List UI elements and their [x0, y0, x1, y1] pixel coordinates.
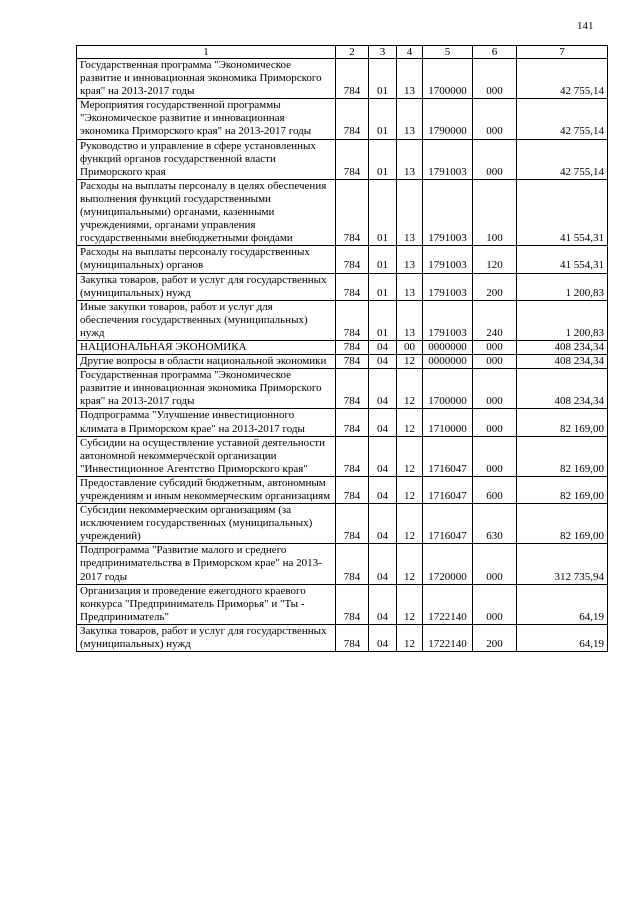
column-header: 6	[473, 46, 517, 59]
amount-cell: 1 200,83	[517, 273, 608, 300]
column-header: 5	[423, 46, 473, 59]
amount-cell: 42 755,14	[517, 59, 608, 99]
admin-code-cell: 784	[336, 369, 369, 409]
expense-type-code-cell: 000	[473, 409, 517, 436]
admin-code-cell: 784	[336, 99, 369, 139]
subsection-code-cell: 12	[397, 355, 423, 369]
expense-type-code-cell: 000	[473, 544, 517, 584]
target-item-code-cell: 0000000	[423, 340, 473, 354]
admin-code-cell: 784	[336, 179, 369, 245]
expense-type-code-cell: 000	[473, 436, 517, 476]
table-row	[77, 409, 608, 436]
row-name-cell: Предоставление субсидий бюджетным, автономным учреждениям и иным некоммерческим организациям	[77, 476, 336, 503]
section-code-cell: 04	[369, 369, 397, 409]
table-row	[77, 340, 608, 354]
subsection-code-cell: 13	[397, 99, 423, 139]
section-code-cell: 04	[369, 476, 397, 503]
section-code-cell: 01	[369, 139, 397, 179]
target-item-code-cell: 1791003	[423, 246, 473, 273]
section-code-cell: 04	[369, 355, 397, 369]
admin-code-cell: 784	[336, 300, 369, 340]
row-name-cell: Подпрограмма "Улучшение инвестиционного климата в Приморском крае" на 2013-2017 годы	[77, 409, 336, 436]
table-row	[77, 436, 608, 476]
admin-code-cell: 784	[336, 340, 369, 354]
target-item-code-cell: 1710000	[423, 409, 473, 436]
admin-code-cell: 784	[336, 139, 369, 179]
target-item-code-cell: 1791003	[423, 139, 473, 179]
expense-type-code-cell: 200	[473, 624, 517, 651]
amount-cell: 82 169,00	[517, 409, 608, 436]
column-header: 2	[336, 46, 369, 59]
target-item-code-cell: 1716047	[423, 476, 473, 503]
table-row	[77, 179, 608, 245]
subsection-code-cell: 13	[397, 179, 423, 245]
table-row	[77, 624, 608, 651]
row-name-cell: Иные закупки товаров, работ и услуг для обеспечения государственных (муниципальных) нужд	[77, 300, 336, 340]
amount-cell: 82 169,00	[517, 476, 608, 503]
amount-cell: 408 234,34	[517, 340, 608, 354]
table-row	[77, 504, 608, 544]
section-code-cell: 01	[369, 273, 397, 300]
table-row	[77, 139, 608, 179]
admin-code-cell: 784	[336, 273, 369, 300]
expense-type-code-cell: 120	[473, 246, 517, 273]
page-number: 141	[577, 20, 594, 32]
row-name-cell: Организация и проведение ежегодного краевого конкурса "Предприниматель Приморья" и "Ты - Предприниматель"	[77, 584, 336, 624]
table-row	[77, 369, 608, 409]
row-name-cell: Расходы на выплаты персоналу в целях обеспечения выполнения функций государственными (муниципальными) органами, казенными учреждениями, органами управления государственными внебюджетными фондами	[77, 179, 336, 245]
section-code-cell: 01	[369, 300, 397, 340]
expense-type-code-cell: 200	[473, 273, 517, 300]
section-code-cell: 04	[369, 340, 397, 354]
row-name-cell: Субсидии некоммерческим организациям (за исключением государственных (муниципальных) учреждений)	[77, 504, 336, 544]
table-row	[77, 544, 608, 584]
column-header: 3	[369, 46, 397, 59]
admin-code-cell: 784	[336, 246, 369, 273]
section-code-cell: 04	[369, 409, 397, 436]
subsection-code-cell: 13	[397, 300, 423, 340]
expense-type-code-cell: 100	[473, 179, 517, 245]
section-code-cell: 04	[369, 544, 397, 584]
budget-table-body	[77, 46, 608, 652]
amount-cell: 41 554,31	[517, 246, 608, 273]
table-row	[77, 355, 608, 369]
subsection-code-cell: 12	[397, 409, 423, 436]
column-header: 7	[517, 46, 608, 59]
amount-cell: 82 169,00	[517, 504, 608, 544]
target-item-code-cell: 1791003	[423, 179, 473, 245]
row-name-cell: Подпрограмма "Развитие малого и среднего предпринимательства в Приморском крае" на 2013-2017 годы	[77, 544, 336, 584]
target-item-code-cell: 1716047	[423, 504, 473, 544]
admin-code-cell: 784	[336, 584, 369, 624]
target-item-code-cell: 1722140	[423, 624, 473, 651]
admin-code-cell: 784	[336, 59, 369, 99]
subsection-code-cell: 13	[397, 246, 423, 273]
section-code-cell: 01	[369, 246, 397, 273]
row-name-cell: НАЦИОНАЛЬНАЯ ЭКОНОМИКА	[77, 340, 336, 354]
target-item-code-cell: 1722140	[423, 584, 473, 624]
row-name-cell: Государственная программа "Экономическое развитие и инновационная экономика Приморского края" на 2013-2017 годы	[77, 369, 336, 409]
table-row	[77, 246, 608, 273]
section-code-cell: 01	[369, 179, 397, 245]
row-name-cell: Государственная программа "Экономическое развитие и инновационная экономика Приморского края" на 2013-2017 годы	[77, 59, 336, 99]
target-item-code-cell: 1700000	[423, 369, 473, 409]
admin-code-cell: 784	[336, 544, 369, 584]
section-code-cell: 01	[369, 99, 397, 139]
subsection-code-cell: 12	[397, 476, 423, 503]
subsection-code-cell: 12	[397, 369, 423, 409]
amount-cell: 64,19	[517, 624, 608, 651]
subsection-code-cell: 13	[397, 139, 423, 179]
expense-type-code-cell: 600	[473, 476, 517, 503]
amount-cell: 312 735,94	[517, 544, 608, 584]
section-code-cell: 04	[369, 624, 397, 651]
row-name-cell: Расходы на выплаты персоналу государственных (муниципальных) органов	[77, 246, 336, 273]
expense-type-code-cell: 630	[473, 504, 517, 544]
expense-type-code-cell: 000	[473, 355, 517, 369]
subsection-code-cell: 13	[397, 59, 423, 99]
table-row	[77, 300, 608, 340]
section-code-cell: 04	[369, 504, 397, 544]
target-item-code-cell: 1716047	[423, 436, 473, 476]
subsection-code-cell: 12	[397, 504, 423, 544]
row-name-cell: Мероприятия государственной программы "Экономическое развитие и инновационная экономика Приморского края" на 2013-2017 годы	[77, 99, 336, 139]
budget-table	[76, 45, 608, 652]
row-name-cell: Руководство и управление в сфере установленных функций органов государственной власти Приморского края	[77, 139, 336, 179]
table-row	[77, 476, 608, 503]
row-name-cell: Закупка товаров, работ и услуг для государственных (муниципальных) нужд	[77, 624, 336, 651]
subsection-code-cell: 13	[397, 273, 423, 300]
subsection-code-cell: 12	[397, 544, 423, 584]
amount-cell: 42 755,14	[517, 99, 608, 139]
admin-code-cell: 784	[336, 436, 369, 476]
row-name-cell: Другие вопросы в области национальной экономики	[77, 355, 336, 369]
admin-code-cell: 784	[336, 624, 369, 651]
target-item-code-cell: 1790000	[423, 99, 473, 139]
subsection-code-cell: 00	[397, 340, 423, 354]
table-row	[77, 273, 608, 300]
amount-cell: 41 554,31	[517, 179, 608, 245]
table-row	[77, 584, 608, 624]
amount-cell: 64,19	[517, 584, 608, 624]
subsection-code-cell: 12	[397, 436, 423, 476]
amount-cell: 42 755,14	[517, 139, 608, 179]
section-code-cell: 01	[369, 59, 397, 99]
subsection-code-cell: 12	[397, 584, 423, 624]
amount-cell: 408 234,34	[517, 369, 608, 409]
row-name-cell: Субсидии на осуществление уставной деятельности автономной некоммерческой организации "Инвестиционное Агентство Приморского края"	[77, 436, 336, 476]
column-header: 1	[77, 46, 336, 59]
admin-code-cell: 784	[336, 504, 369, 544]
target-item-code-cell: 1700000	[423, 59, 473, 99]
amount-cell: 1 200,83	[517, 300, 608, 340]
expense-type-code-cell: 000	[473, 584, 517, 624]
subsection-code-cell: 12	[397, 624, 423, 651]
admin-code-cell: 784	[336, 476, 369, 503]
expense-type-code-cell: 000	[473, 369, 517, 409]
admin-code-cell: 784	[336, 355, 369, 369]
table-row	[77, 99, 608, 139]
amount-cell: 408 234,34	[517, 355, 608, 369]
row-name-cell: Закупка товаров, работ и услуг для государственных (муниципальных) нужд	[77, 273, 336, 300]
section-code-cell: 04	[369, 584, 397, 624]
expense-type-code-cell: 240	[473, 300, 517, 340]
column-header: 4	[397, 46, 423, 59]
expense-type-code-cell: 000	[473, 99, 517, 139]
table-row	[77, 59, 608, 99]
expense-type-code-cell: 000	[473, 139, 517, 179]
expense-type-code-cell: 000	[473, 340, 517, 354]
expense-type-code-cell: 000	[473, 59, 517, 99]
admin-code-cell: 784	[336, 409, 369, 436]
target-item-code-cell: 1720000	[423, 544, 473, 584]
section-code-cell: 04	[369, 436, 397, 476]
target-item-code-cell: 1791003	[423, 300, 473, 340]
target-item-code-cell: 0000000	[423, 355, 473, 369]
table-header-row	[77, 46, 608, 59]
target-item-code-cell: 1791003	[423, 273, 473, 300]
amount-cell: 82 169,00	[517, 436, 608, 476]
